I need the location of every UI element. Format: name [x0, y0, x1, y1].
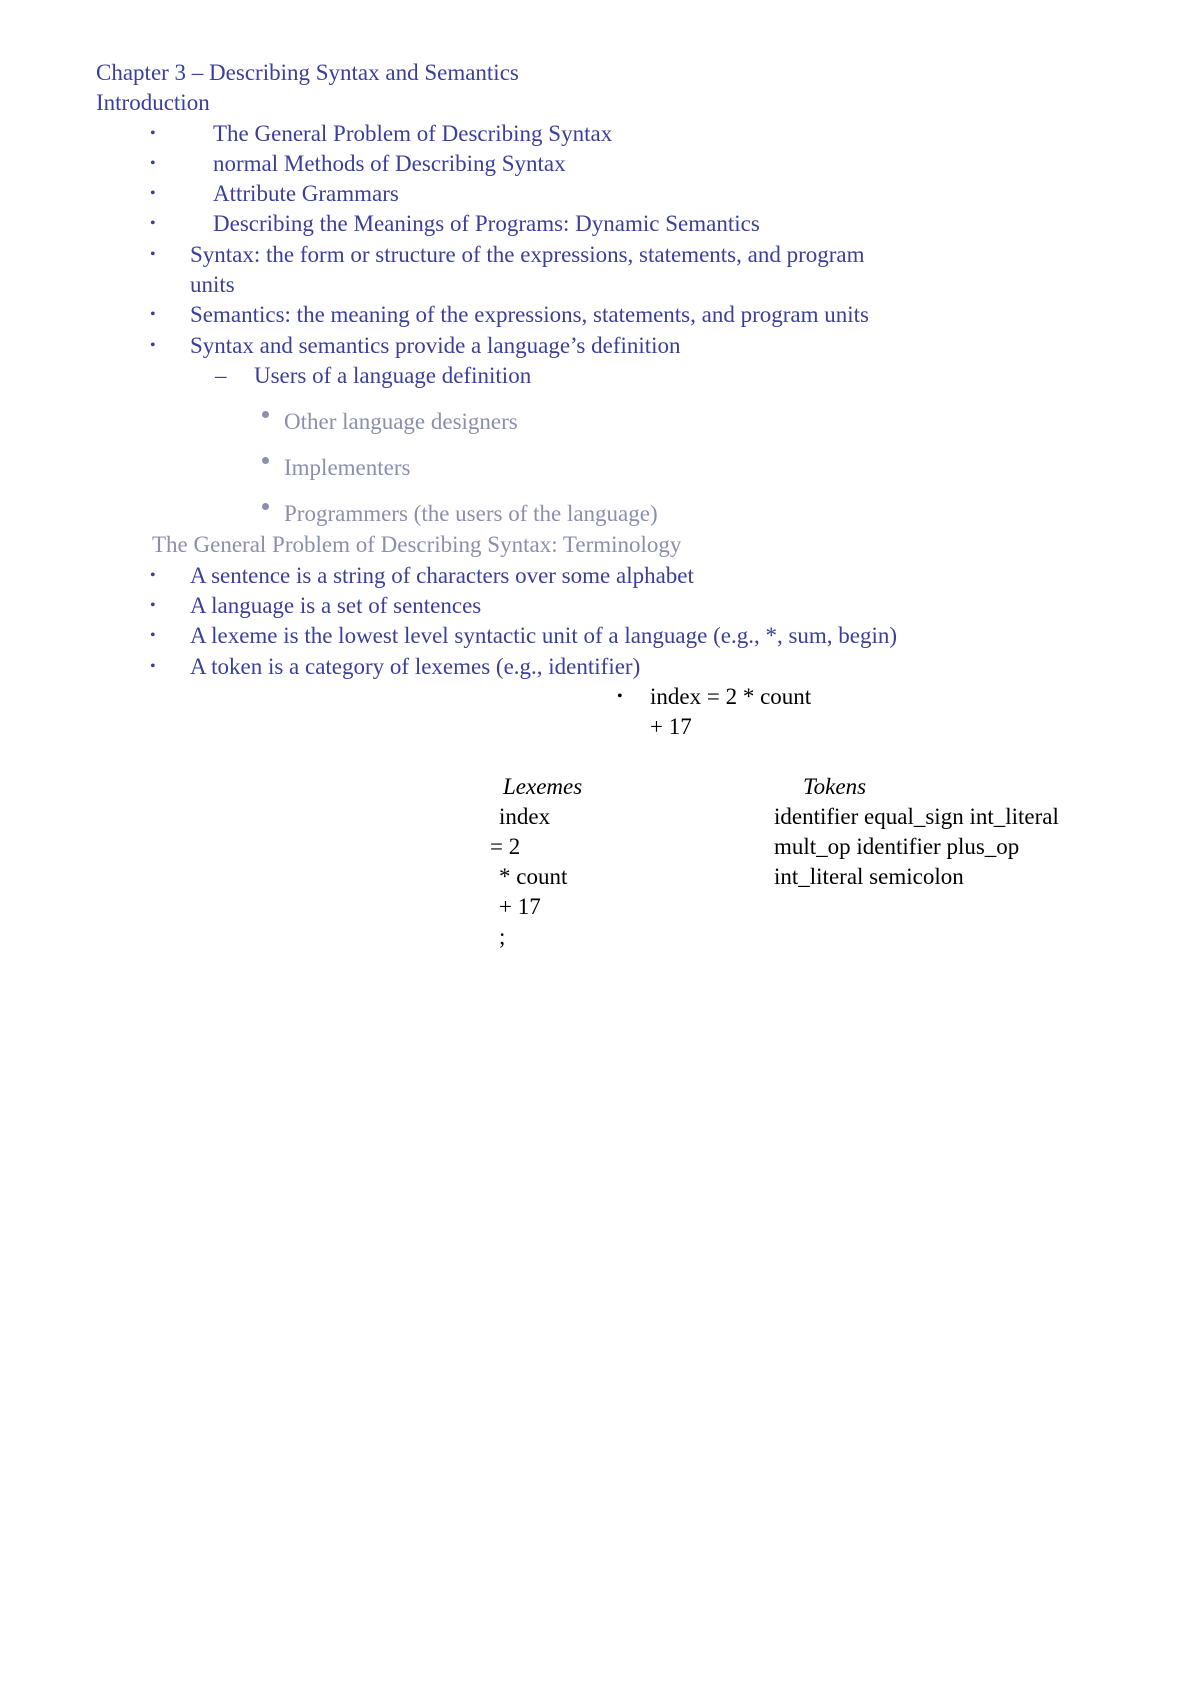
- intro-item: The General Problem of Describing Syntax: [213, 121, 613, 146]
- term-item: A token is a category of lexemes (e.g., identifier): [190, 654, 641, 679]
- dot-bullet-icon: [262, 457, 269, 464]
- example-line-cont: + 17: [650, 714, 692, 739]
- bullet-icon: •: [150, 306, 156, 323]
- dash-icon: –: [215, 363, 227, 388]
- token-item: mult_op identifier plus_op: [774, 834, 1020, 859]
- section-terminology: The General Problem of Describing Syntax: Terminology: [152, 532, 682, 557]
- bullet-icon: •: [150, 337, 156, 354]
- dot-bullet-icon: [262, 411, 269, 418]
- doc-title: Chapter 3 – Describing Syntax and Semantics: [96, 60, 519, 85]
- bullet-icon: •: [150, 215, 156, 232]
- user-item: Programmers (the users of the language): [284, 501, 658, 526]
- lexeme-item: index: [499, 804, 551, 829]
- token-item: identifier equal_sign int_literal: [774, 804, 1059, 829]
- user-item: Other language designers: [284, 409, 518, 434]
- point-semantics: Semantics: the meaning of the expressions, statements, and program units: [190, 302, 869, 327]
- user-item: Implementers: [284, 455, 411, 480]
- bullet-icon: •: [150, 125, 156, 142]
- tokens-header: Tokens: [803, 774, 867, 799]
- intro-item: Attribute Grammars: [213, 181, 399, 206]
- point-provide: Syntax and semantics provide a language’s definition: [190, 333, 681, 358]
- example-line: index = 2 * count: [650, 684, 812, 709]
- lexeme-item: = 2: [490, 834, 521, 859]
- bullet-icon: •: [150, 246, 156, 263]
- bullet-icon: •: [150, 597, 156, 614]
- bullet-icon: •: [150, 567, 156, 584]
- users-heading: Users of a language definition: [254, 363, 532, 388]
- bullet-icon: •: [150, 658, 156, 675]
- token-item: int_literal semicolon: [774, 864, 964, 889]
- bullet-icon: •: [150, 155, 156, 172]
- dot-bullet-icon: [262, 503, 269, 510]
- term-item: A sentence is a string of characters over some alphabet: [190, 563, 694, 588]
- point-syntax: Syntax: the form or structure of the expressions, statements, and program: [190, 242, 865, 267]
- bullet-icon: •: [150, 185, 156, 202]
- point-syntax-cont: units: [190, 272, 235, 297]
- bullet-icon: •: [617, 688, 623, 705]
- intro-item: normal Methods of Describing Syntax: [213, 151, 566, 176]
- term-item: A language is a set of sentences: [190, 593, 482, 618]
- lexeme-item: * count: [499, 864, 568, 889]
- intro-item: Describing the Meanings of Programs: Dynamic Semantics: [213, 211, 760, 236]
- lexemes-header: Lexemes: [503, 774, 583, 799]
- lexeme-item: + 17: [499, 894, 541, 919]
- section-introduction: Introduction: [96, 90, 210, 115]
- term-item: A lexeme is the lowest level syntactic unit of a language (e.g., *, sum, begin): [190, 623, 898, 648]
- bullet-icon: •: [150, 627, 156, 644]
- lexeme-item: ;: [499, 924, 506, 949]
